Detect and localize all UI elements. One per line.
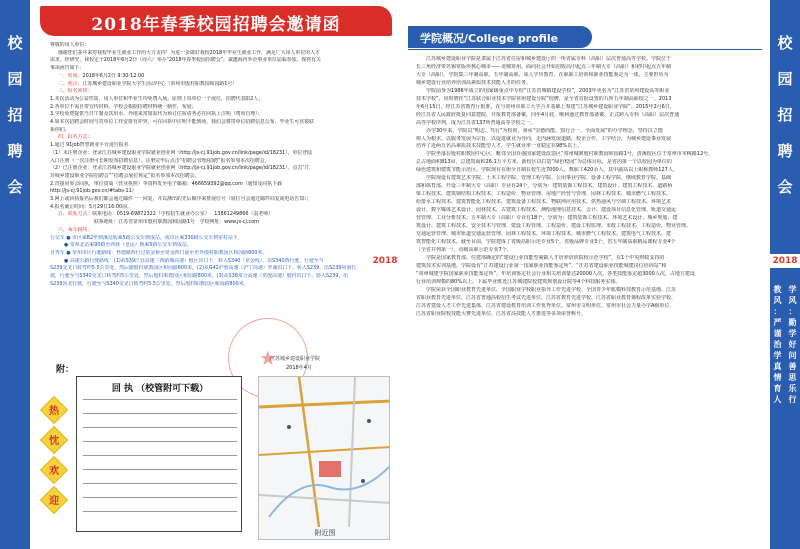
transport-item: ● 高速公路行驶路线：(1)从S39江宜高速（西路城高速）殷区出口下，转入S340（常金线），沿S340西行驶，行驶至与: [64, 257, 324, 264]
register-item: 系你们。: [50, 126, 70, 133]
profile-line: （全省并列第一），市级高职示范专业7个。: [416, 246, 512, 253]
motto-char: 学: [773, 351, 782, 360]
welcome-char: 迎: [49, 496, 59, 507]
motto-char: 真: [773, 362, 782, 371]
motto-char: 治: [773, 340, 782, 349]
page-title: 2018年春季校园招聘会邀请函: [91, 15, 341, 35]
method-item: 苏城乡建设职业学院招聘会”“招聘会展位预定”报名参加本次招聘会。: [50, 172, 200, 179]
method-item: 4.报名截止时间：5月29日16:00前。: [50, 203, 132, 210]
left-side-char: 园: [7, 70, 23, 88]
motto-char: 严: [773, 318, 782, 327]
map-drawing: [259, 377, 390, 527]
profile-line: 树人为根本，以服务发展为宗旨，以促进就业为导向，走内涵发展道路，校企合作，工学结合，为城乡建设事业发展: [416, 135, 672, 142]
attachment-label: 附：: [56, 365, 75, 375]
profile-line: 部和体育部，开设三年制大专（高职）专业有24个，分别为：建筑装饰工程技术、建筑设计、建筑工程技术、道路桥: [416, 183, 673, 190]
method-item: （2）已注册企业：登录江苏城乡建设职业学院就业创业网（http://js-cj.91job.gov.cn/link/page/id/18231），点击“江: [50, 165, 310, 172]
left-side-char: 校: [7, 34, 23, 52]
motto-char: 育: [773, 384, 782, 393]
place-value: 江苏城乡建设职业学院大学生活动中心（常州市殷村职教园和园路1号）: [82, 80, 238, 87]
transport-item: S239向北行驶，行驶至与S340交叉口转弯约5.5公里处，然后殷村职教园区和园路800米。: [50, 280, 249, 287]
motto-teaching: [770, 284, 785, 405]
welcome-badge: [40, 396, 68, 424]
left-side-char: 招: [7, 106, 23, 124]
divider: [408, 49, 762, 50]
welcome-char: 欢: [49, 466, 59, 477]
transport-item: ● 常州北站乘90路至西林（皇运）换乘5路公交车到成站。: [64, 242, 192, 249]
profile-line: 城乡建设行业培养培训高素质技术技能人才的任务。: [416, 79, 532, 86]
register-label: 三、报名须知：: [58, 88, 93, 95]
receipt-line: [83, 469, 237, 470]
receipt-line: [83, 455, 237, 456]
signature-school: 江苏城乡建设职业学院: [270, 356, 321, 362]
motto-char: 谨: [773, 329, 782, 338]
motto-char: 情: [773, 373, 782, 382]
profile-line: 办学30年来，学院以“明志、笃行”为校训，秉承“崇德尚能、知行合一、全面发展”的办学理念，坚持以立德: [426, 127, 663, 134]
profile-line: 技术学校”，同时增挂“江苏联合职业技术学院常州建设分院”校牌，是全省首批设置的九所五年制高职校之一。2013: [416, 95, 672, 102]
intro-line: 需求，经研究，我校定于2018年6月2日（周六）举办“2018年春季校园招聘会”，诚邀海内外企事业单位届临参加。现将有关: [50, 57, 321, 64]
motto-char: 问: [788, 351, 797, 360]
motto-char: 学: [788, 285, 797, 294]
college-profile-page: [400, 0, 800, 549]
signature-date: 2018年4月: [286, 365, 312, 371]
receipt-line: [83, 441, 237, 442]
method-item: 2.直接用参会回执，单位资质（营业执照）等资料发至电子邮箱：466659392@qq.com（通知及回执下载: [50, 180, 282, 187]
profile-body: [416, 56, 760, 318]
contact-mobile: 13861249866（袁老师）: [214, 211, 273, 218]
method-item: 1.通过 91job智慧就业平台进行报名: [50, 142, 129, 149]
profile-line: 建筑技术实训基地。学院设有“江苏建设行业第一国家职业技能鉴定所”、“江苏省建设职业技能城建岗位培训站”和: [416, 262, 667, 269]
profile-line: 高等学校序列，成为江苏省137所普通高等学校之一。: [416, 119, 536, 126]
motto-char: 风: [773, 296, 782, 305]
register-item: 1.本次活动为公益性质，用人单位和毕业生均免费入场。原则上每单位一个展位，招聘代表限2人；: [50, 95, 264, 102]
motto-char: 行: [788, 395, 797, 404]
register-item: 3.学校免费提供当日午餐及饮用水，外地来常如需代为预订住宿请务必在回执上注明（费用自理）；: [50, 111, 263, 118]
profile-line: 交通运营管理、城市轨道交通运营管理、园林工程技术、环境工程技术、城市燃气工程技术、建筑电气工程技术、建: [416, 230, 672, 237]
profile-line: 省职业教育先进单位、江苏省普通高校招生考试先进单位、江苏省教育先进学校、江苏省职业教育课程改革实验学校、: [416, 294, 677, 301]
contact-person: 联系电话：0519-69872322（学校招生就业办公室）: [92, 211, 210, 218]
section-header: [408, 26, 592, 48]
profile-line: 大专（高职）。学院集三年制高职、五年制高职、成人学历教育、在职职工培训和职业技能鉴定为一体，主要担负为: [416, 71, 669, 78]
motto-char: 教: [773, 285, 782, 294]
contact-address: 联系地址：江苏省常州市殷村职教园和园路1号: [94, 219, 195, 226]
intro-line: 事项函告如下：: [50, 65, 85, 72]
contact-site: 学校网址：www.js-cj.com: [199, 219, 259, 226]
receipt-line: [83, 413, 237, 414]
receipt-line: [83, 427, 237, 428]
profile-line: 学院坐落在殷村职教园中心区，毗邻全国百强国家建设改造区“常州城鼎殷村职教园和园路1号，清溪校区位于常州市木桃路12号，: [426, 151, 714, 158]
motto-char: 好: [788, 340, 797, 349]
contact-label: 五、联系方式：: [58, 211, 93, 218]
greeting: 尊敬的用人单位：: [50, 42, 90, 48]
profile-line: 年6月15日，经江苏省教育厅批准，在与常州市职工大学合并基础上筹建“江苏城乡建设职业学院”。2015年2月6日，: [416, 103, 675, 110]
location-map: [258, 376, 390, 540]
welcome-badge: [40, 426, 68, 454]
method-item: 入口注册（一次注册可长期发布招聘信息），注册完毕后点击“招聘会管理/招聘”报名参加本次招聘会。: [50, 157, 270, 164]
right-side-char: 校: [777, 34, 793, 52]
right-side-char: 招: [777, 106, 793, 124]
profile-line: 给排水工程技术、建筑智能化工程技术、建筑设备工程技术、物联网应用技术、供热通风与空调工程技术、环境艺术: [416, 199, 672, 206]
map-caption: 附近图: [314, 529, 336, 537]
profile-line: 总占地面积813亩，总建筑面积26.1万平方米，新校区以打造“绿色校园”为总体目标，是省内第一个以校园为单位的: [416, 159, 672, 166]
year-tag: 2018: [770, 254, 800, 268]
profile-line: 江苏省职业院校技能大赛先进单位、江苏省高技能人才推进等多项荣誉称号。: [416, 310, 587, 317]
transport-label: 六、乘车路线：: [58, 226, 93, 233]
receipt-title: 回 执 （校管附可下载）: [111, 384, 209, 394]
profile-line: 长三角经济带苏锡常版块核心城市——龙城常州。面向社会开始招收高中起点三年制大专（高职）和初中起点五年制: [416, 63, 672, 70]
time-label: 一、时间：: [58, 72, 83, 79]
transport-item: 驶，行驶至与S340交叉口转弯约5公里处，然后殷村职教园区和园路800米。(3)从S38常合高速（常殷高速）殷村出口下，转入S239，沿: [50, 273, 349, 280]
profile-line: 行业培训规模的80%以上。下属毕业班近江苏城建院校建筑规划设计院等4个科技服务实体。: [416, 278, 621, 285]
receipt-line: [83, 399, 237, 400]
profile-line: 学院荣获全国职业教育先进单位、全国职业学校职业指导工作先进学校、全国青少年航模科技教育示范基地、江苏: [426, 286, 677, 293]
welcome-char: 忱: [49, 436, 59, 447]
star-icon: ★: [259, 346, 277, 370]
right-side-band: [770, 0, 800, 549]
place-label: 二、地点：: [58, 80, 83, 87]
motto-char: ：: [773, 307, 782, 316]
transport-item: 公交车 ● 市区乘B2坐到溪站转乘5路公交车到成站，或市区乘330路公交车到常村站下。: [50, 234, 243, 241]
method-item: 3.网上或回执报名后我们都会通过邮件一一回复，并以测出的先后顺序来排展位号（展位号会通过邮件回复或电话告知）；: [50, 196, 312, 203]
year-tag: 2018: [370, 254, 400, 268]
profile-line: 江苏城乡建设职业学院是隶属于江苏省住房和城乡建设厅的一所省属专科（高职）层次普通高等学校。学院位于: [426, 56, 672, 62]
motto-learning: [785, 284, 800, 405]
method-item: http://js-cj.91job.gov.cn/#tabs-11）: [50, 188, 137, 195]
motto-char: 学: [788, 329, 797, 338]
method-item: （1）未注册企业：登录江苏城乡建设职业学院就业创业网（http://js-cj.91job.gov.cn/link/page/id/18231），单位登陆: [50, 149, 313, 156]
profile-line: 梁工程技术、建筑钢结构工程技术、工程造价、物业管理、房地产经营与管理、园林工程技术、城市燃气工程技术、: [416, 191, 672, 198]
receipt-line: [83, 483, 237, 484]
profile-line: 学院前身为1986年成立的国家级重点中专校“江苏省城镇建设学校”，2003年更名为“江苏省常州建设高等职业: [426, 87, 670, 94]
section-title: 学院概况/College profile: [420, 32, 559, 45]
register-item: 2.各单位不需自带宣传材料，学校会根据招聘材料统一制作，布展；: [50, 103, 197, 110]
transport-item: S239交叉口转弯约5.5公里处，然后随殷村职教园区和园路800米。(2)从G42沪蓉高速（沪宁高速）罗溪出口下，转入S239，沿S239向南行: [50, 265, 357, 272]
motto-char: ：: [788, 307, 797, 316]
welcome-badge: [40, 486, 68, 514]
right-side-char: 聘: [777, 142, 793, 160]
motto-char: 人: [773, 395, 782, 404]
profile-line: 营管理、工业分析技术；五年制大专（高职）专业有18个，分别为：建筑装饰工程技术、环境艺术设计、城乡规划、建: [416, 215, 678, 222]
receipt-line: [83, 497, 237, 498]
motto-char: 勤: [788, 318, 797, 327]
invitation-body: [50, 42, 392, 289]
right-side-char: 会: [777, 178, 793, 196]
profile-line: 绿色建筑和建筑节能示范区。学院现有在册全日制在校生近7000人，教职工420余人，其中副高以上职称教师127人。: [416, 167, 678, 174]
receipt-form: [76, 376, 242, 532]
title-banner: [40, 6, 392, 36]
motto-char: 风: [788, 296, 797, 305]
welcome-char: 热: [49, 406, 59, 417]
profile-line: 设计、数字媒体艺术设计、园林技术、古建筑工程技术、测绘地理信息技术、会计、建设项目信息化管理、轨道交通运: [416, 207, 677, 214]
profile-line: 经江苏省人民政府批复同意建院，并报教育部备案。同年4月底，顺利通过教育部备案，正式跨入专科（高职）层次普通: [416, 111, 680, 118]
method-label: 四、报名方式：: [58, 134, 93, 141]
profile-line: “常州城建学院国家职业技能鉴定所”。年培训鉴定社会行业相关培训量达20000人次，各类技能鉴定超3000人次，占地方建设: [416, 270, 695, 277]
receipt-line: [83, 511, 237, 512]
profile-line: 江苏省建设人才工作先进集体、江苏省建设教育培训工作优秀单位、常州市文明单位、常州市社会力量办学A级单位、: [416, 302, 675, 309]
welcome-badge: [40, 456, 68, 484]
motto-char: 善: [788, 362, 797, 371]
motto-char: 思: [788, 373, 797, 382]
transport-item: 自驾车 ● 常州市区行驶路线：怀德路西行过常金桥至常金西门前至世外殷村职教园区和园路800米。: [50, 249, 268, 256]
right-side-char: 园: [777, 70, 793, 88]
register-item: 4.如本次招聘会时间与贵单位工作安排有冲突，可在回执中注明不能到场，我们会将贵单位招聘信息公布，毕业生可直接联: [50, 119, 314, 126]
left-side-band: [0, 0, 30, 549]
profile-line: 筑智能化工程技术。截至目前，学院建成了省级高职示范专业5个，省级品牌专业3个，省五年制高职精品课程专业4个: [416, 238, 676, 245]
left-side-char: 会: [7, 178, 23, 196]
profile-line: 学院现设有建筑艺术学院、土木工程学院、管理工程学院、公用事业学院、设备工程学院、继续教育学院、基础: [426, 175, 672, 182]
intro-line: 感谢您们多年来对我校毕业生就业工作的大力支持！为进一步做好我校2018年毕业生就业工作，满足广大用人单位的人才: [58, 49, 320, 56]
motto-char: 乐: [788, 384, 797, 393]
time-value: 2018年6月2日 9:30-12:00: [82, 72, 145, 79]
profile-line: 学院是国家教育部、住建部确定的“建设行业技能型紧缺人才培养培训院校示范学校”，有1个中央财政支持的: [426, 254, 665, 261]
left-side-char: 聘: [7, 142, 23, 160]
profile-line: 培养了近两万名高素质技术技能型人才，学生就业率一直稳定在98%以上。: [416, 143, 583, 150]
profile-line: 筑设计、建筑工程技术、安全技术与管理、建设工程管理、工程造价、建设工程监理、市政工程技术、工程造价、物业管理、: [416, 223, 692, 230]
